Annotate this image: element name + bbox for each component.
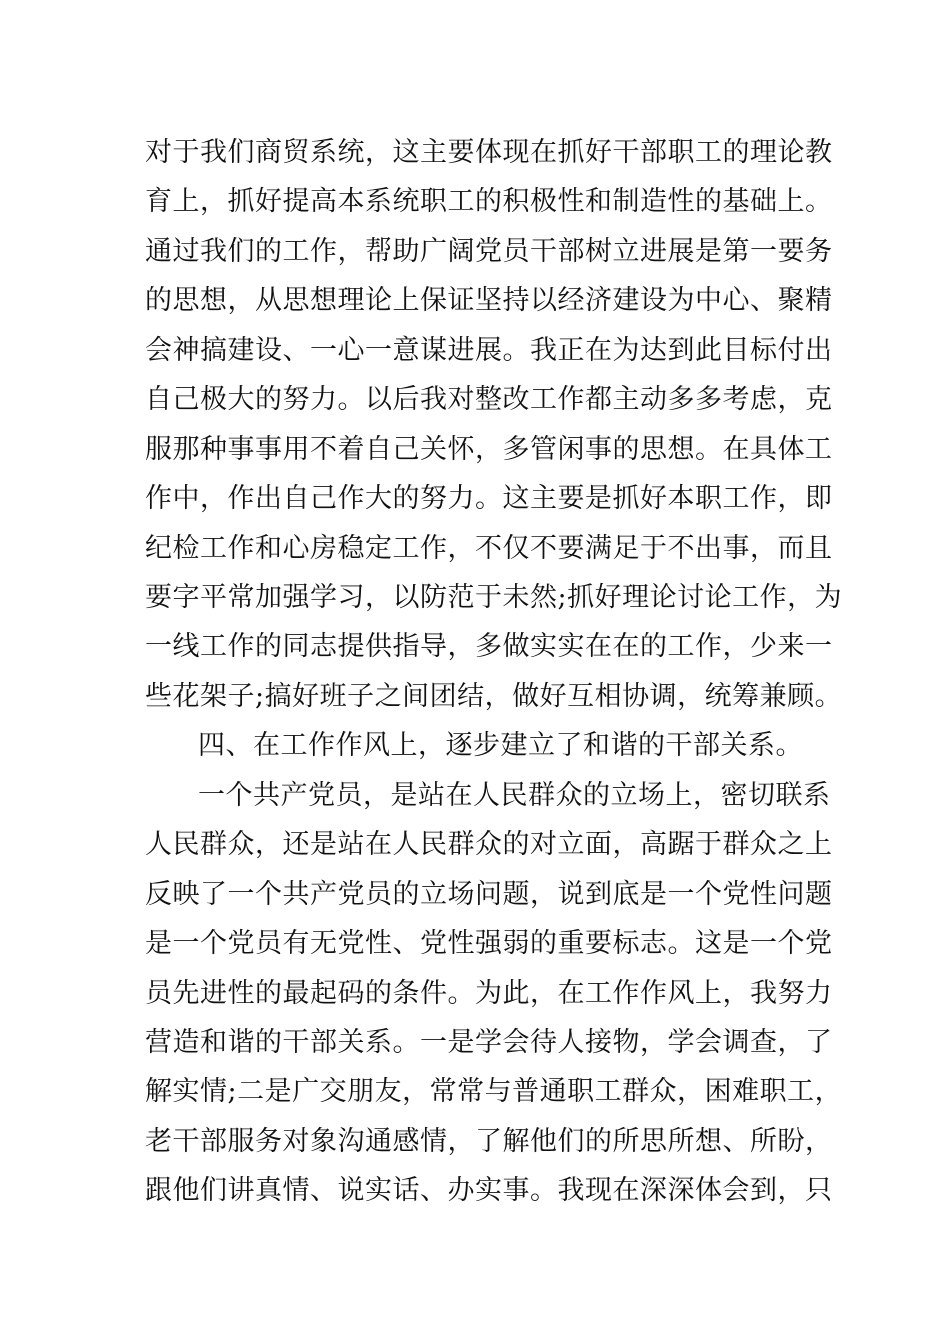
text-line: 一个共产党员，是站在人民群众的立场上，密切联系 [198, 780, 831, 811]
text-line: 老干部服务对象沟通感情，了解他们的所思所想、所盼， [145, 1126, 833, 1157]
text-line: 员先进性的最起码的条件。为此，在工作作风上，我努力 [145, 978, 833, 1009]
text-line: 反映了一个共产党员的立场问题，说到底是一个党性问题 [145, 879, 833, 910]
section-heading: 四、在工作作风上，逐步建立了和谐的干部关系。 [198, 730, 803, 761]
text-line: 的思想，从思想理论上保证坚持以经济建设为中心、聚精 [145, 285, 833, 316]
text-line: 育上，抓好提高本系统职工的积极性和制造性的基础上。 [145, 186, 833, 217]
text-line: 营造和谐的干部关系。一是学会待人接物，学会调查，了 [145, 1027, 833, 1058]
text-line: 自己极大的努力。以后我对整改工作都主动多多考虑，克 [145, 384, 833, 415]
text-line: 是一个党员有无党性、党性强弱的重要标志。这是一个党 [145, 928, 833, 959]
text-line: 跟他们讲真情、说实话、办实事。我现在深深体会到，只 [145, 1175, 833, 1206]
text-line: 要字平常加强学习，以防范于未然;抓好理论讨论工作，为 [145, 582, 843, 613]
text-line: 会神搞建设、一心一意谋进展。我正在为达到此目标付出 [145, 335, 833, 366]
text-line: 通过我们的工作，帮助广阔党员干部树立进展是第一要务 [145, 236, 833, 267]
text-line: 一线工作的同志提供指导，多做实实在在的工作，少来一 [145, 631, 833, 662]
text-line: 作中，作出自己作大的努力。这主要是抓好本职工作，即 [145, 483, 833, 514]
text-line: 些花架子;搞好班子之间团结，做好互相协调，统筹兼顾。 [145, 681, 843, 712]
text-line: 解实情;二是广交朋友，常常与普通职工群众，困难职工， [145, 1076, 843, 1107]
text-line: 纪检工作和心房稳定工作，不仅不要满足于不出事，而且 [145, 533, 833, 564]
text-line: 服那种事事用不着自己关怀，多管闲事的思想。在具体工 [145, 434, 833, 465]
text-line: 对于我们商贸系统，这主要体现在抓好干部职工的理论教 [145, 137, 833, 168]
text-line: 人民群众，还是站在人民群众的对立面，高踞于群众之上 [145, 829, 833, 860]
